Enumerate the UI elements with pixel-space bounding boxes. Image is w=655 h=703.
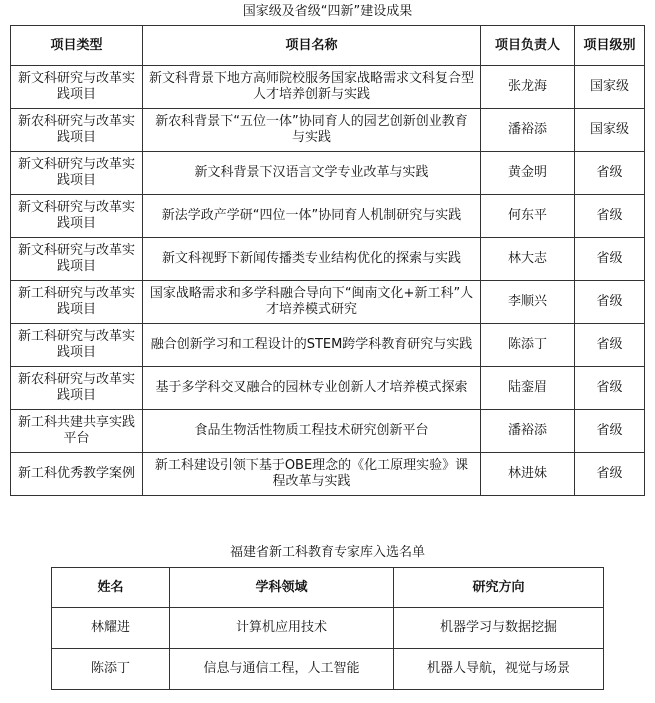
cell-project-leader: 林大志: [481, 238, 575, 281]
cell-project-name: 新文科背景下汉语言文学专业改革与实践: [143, 152, 481, 195]
cell-project-name: 新文科背景下地方高师院校服务国家战略需求文科复合型人才培养创新与实践: [143, 66, 481, 109]
cell-project-type: 新文科研究与改革实践项目: [11, 238, 143, 281]
header-name: 姓名: [52, 568, 170, 608]
header-project-type: 项目类型: [11, 26, 143, 66]
cell-project-name: 基于多学科交叉融合的园林专业创新人才培养模式探索: [143, 367, 481, 410]
cell-project-name: 新农科背景下“五位一体”协同育人的园艺创新创业教育与实践: [143, 109, 481, 152]
cell-project-level: 省级: [575, 410, 645, 453]
cell-project-leader: 黄金明: [481, 152, 575, 195]
cell-project-level: 省级: [575, 195, 645, 238]
cell-project-type: 新工科共建共享实践平台: [11, 410, 143, 453]
cell-project-level: 省级: [575, 367, 645, 410]
cell-project-leader: 陈添丁: [481, 324, 575, 367]
cell-project-level: 省级: [575, 324, 645, 367]
cell-project-level: 省级: [575, 238, 645, 281]
table-row: [11, 109, 645, 152]
table-row: [11, 281, 645, 324]
cell-project-type: 新农科研究与改革实践项目: [11, 367, 143, 410]
cell-project-leader: 张龙海: [481, 66, 575, 109]
table-row: [11, 367, 645, 410]
cell-project-type: 新农科研究与改革实践项目: [11, 109, 143, 152]
header-discipline: 学科领域: [170, 568, 394, 608]
cell-research-direction: 机器学习与数据挖掘: [394, 608, 604, 649]
cell-project-leader: 林进妹: [481, 453, 575, 496]
cell-project-type: 新文科研究与改革实践项目: [11, 66, 143, 109]
table-row: [11, 410, 645, 453]
cell-project-leader: 何东平: [481, 195, 575, 238]
table1-caption: 国家级及省级“四新”建设成果: [242, 4, 413, 19]
table-row: [11, 152, 645, 195]
header-research-direction: 研究方向: [394, 568, 604, 608]
cell-name: 林耀进: [52, 608, 170, 649]
cell-project-name: 新工科建设引领下基于OBE理念的《化工原理实验》课程改革与实践: [143, 453, 481, 496]
cell-project-leader: 潘裕添: [481, 109, 575, 152]
cell-project-type: 新工科优秀教学案例: [11, 453, 143, 496]
cell-project-name: 融合创新学习和工程设计的STEM跨学科教育研究与实践: [143, 324, 481, 367]
cell-project-level: 省级: [575, 281, 645, 324]
table-row: [11, 324, 645, 367]
cell-project-leader: 潘裕添: [481, 410, 575, 453]
table-row: [11, 66, 645, 109]
header-project-level: 项目级别: [575, 26, 645, 66]
table-header-row: [52, 568, 604, 608]
cell-project-leader: 陆銮眉: [481, 367, 575, 410]
experts-table: [51, 567, 604, 690]
table-row: [11, 195, 645, 238]
cell-project-type: 新工科研究与改革实践项目: [11, 281, 143, 324]
header-project-leader: 项目负责人: [481, 26, 575, 66]
table-row: [52, 649, 604, 690]
table-row: [11, 238, 645, 281]
cell-name: 陈添丁: [52, 649, 170, 690]
header-project-name: 项目名称: [143, 26, 481, 66]
table-header-row: [11, 26, 645, 66]
cell-project-type: 新工科研究与改革实践项目: [11, 324, 143, 367]
table-row: [11, 453, 645, 496]
cell-research-direction: 机器人导航，视觉与场景: [394, 649, 604, 690]
cell-project-type: 新文科研究与改革实践项目: [11, 195, 143, 238]
cell-project-level: 国家级: [575, 66, 645, 109]
cell-project-level: 省级: [575, 152, 645, 195]
cell-project-name: 食品生物活性物质工程技术研究创新平台: [143, 410, 481, 453]
table2-caption: 福建省新工科教育专家库入选名单: [229, 545, 425, 560]
cell-project-name: 国家战略需求和多学科融合导向下“闽南文化+新工科”人才培养模式研究: [143, 281, 481, 324]
cell-discipline: 计算机应用技术: [170, 608, 394, 649]
cell-project-leader: 李顺兴: [481, 281, 575, 324]
cell-discipline: 信息与通信工程，人工智能: [170, 649, 394, 690]
achievements-table: [10, 25, 645, 496]
table-row: [52, 608, 604, 649]
cell-project-type: 新文科研究与改革实践项目: [11, 152, 143, 195]
cell-project-level: 国家级: [575, 109, 645, 152]
cell-project-name: 新法学政产学研“四位一体”协同育人机制研究与实践: [143, 195, 481, 238]
cell-project-level: 省级: [575, 453, 645, 496]
cell-project-name: 新文科视野下新闻传播类专业结构优化的探索与实践: [143, 238, 481, 281]
